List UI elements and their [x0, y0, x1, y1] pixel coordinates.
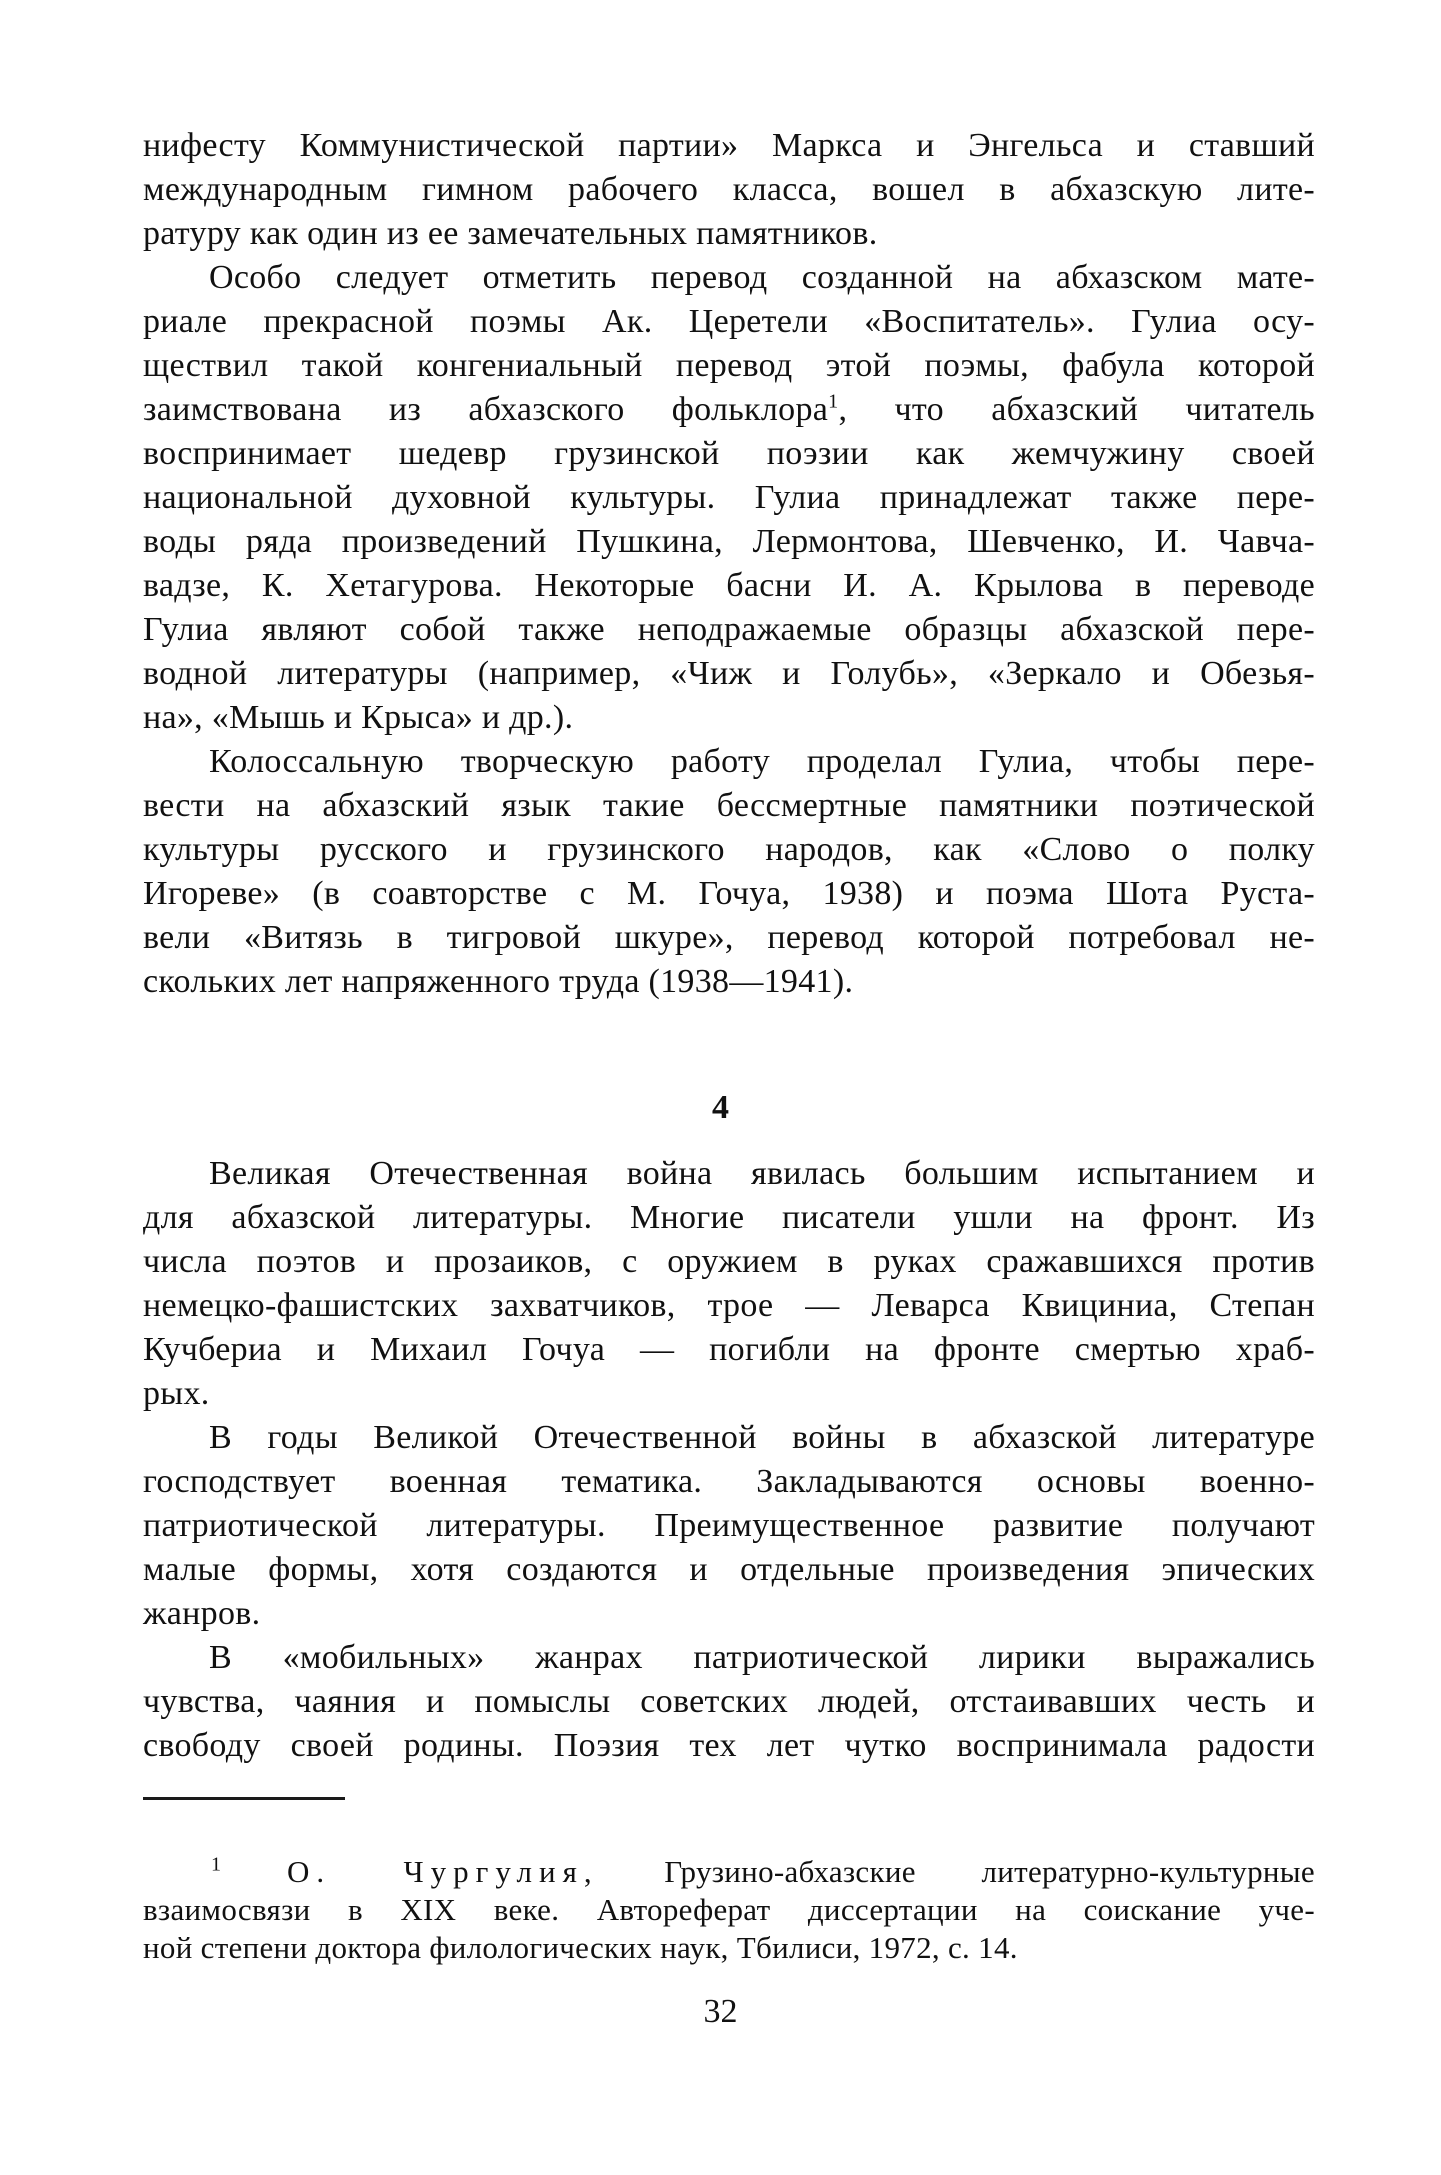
text-line: немецко-фашистских захватчиков, трое — Леварса Квициниа, Степан: [143, 1287, 1315, 1324]
text-line: патриотической литературы. Преимущественное развитие получают: [143, 1507, 1315, 1544]
text-line: чувства, чаяния и помыслы советских людей, отстаивавших честь и: [143, 1683, 1315, 1720]
paragraph-first-line: Великая Отечественная война явилась большим испытанием и: [209, 1155, 1315, 1192]
footnote-title: Грузино-абхазские литературно-культурные: [664, 1854, 1315, 1889]
footnote-author: О. Чургулия,: [287, 1854, 599, 1889]
text-line-with-footnote-ref: [143, 388, 1315, 432]
text-line: риале прекрасной поэмы Ак. Церетели «Воспитатель». Гулиа осу-: [143, 303, 1315, 340]
footnote-line: ной степени доктора филологических наук, Тбилиси, 1972, с. 14.: [143, 1930, 1018, 1965]
text-line: на», «Мышь и Крыса» и др.).: [143, 699, 574, 736]
footnote-first-line: [143, 1853, 1315, 1891]
text-line: водной литературы (например, «Чиж и Голубь», «Зеркало и Обезья-: [143, 655, 1315, 692]
text-line: вести на абхазский язык такие бессмертные памятники поэтической: [143, 787, 1315, 824]
text-line: национальной духовной культуры. Гулиа принадлежат также пере-: [143, 479, 1315, 516]
text-fragment: заимствована из абхазского фольклора: [143, 391, 829, 428]
text-line: для абхазской литературы. Многие писатели ушли на фронт. Из: [143, 1199, 1315, 1236]
text-line: рых.: [143, 1375, 210, 1412]
text-line: Игореве» (в соавторстве с М. Гочуа, 1938) и поэма Шота Руста-: [143, 875, 1315, 912]
text-line: воды ряда произведений Пушкина, Лермонтова, Шевченко, И. Чавча-: [143, 523, 1315, 560]
text-line: числа поэтов и прозаиков, с оружием в руках сражавшихся против: [143, 1243, 1315, 1280]
text-block-upper: [143, 124, 1315, 1004]
footnote-marker: 1: [211, 1853, 222, 1876]
text-line: нифесту Коммунистической партии» Маркса и Энгельса и ставший: [143, 127, 1315, 164]
paragraph-first-line: В «мобильных» жанрах патриотической лирики выражались: [209, 1639, 1315, 1676]
text-line: малые формы, хотя создаются и отдельные произведения эпических: [143, 1551, 1315, 1588]
paragraph-first-line: В годы Великой Отечественной войны в абхазской литературе: [209, 1419, 1315, 1456]
text-line: Кучбериа и Михаил Гочуа — погибли на фронте смертью храб-: [143, 1331, 1315, 1368]
text-line: Гулиа являют собой также неподражаемые образцы абхазской пере-: [143, 611, 1315, 648]
text-line: культуры русского и грузинского народов, как «Слово о полку: [143, 831, 1315, 868]
footnote: [143, 1853, 1315, 1967]
text-line: господствует военная тематика. Закладываются основы военно-: [143, 1463, 1315, 1500]
paragraph-first-line: Колоссальную творческую работу проделал Гулиа, чтобы пере-: [209, 743, 1315, 780]
text-line: жанров.: [143, 1595, 261, 1632]
text-line: скольких лет напряженного труда (1938—1941).: [143, 963, 854, 1000]
paragraph-first-line: Особо следует отметить перевод созданной на абхазском мате-: [209, 259, 1315, 296]
text-line: свободу своей родины. Поэзия тех лет чутко воспринимала радости: [143, 1727, 1315, 1764]
page-number: 32: [703, 1993, 738, 2030]
text-line: вели «Витязь в тигровой шкуре», перевод которой потребовал не-: [143, 919, 1315, 956]
text-fragment: , что абхазский читатель: [838, 391, 1315, 428]
text-line: воспринимает шедевр грузинской поэзии как жемчужину своей: [143, 435, 1315, 472]
text-line: международным гимном рабочего класса, вошел в абхазскую лите-: [143, 171, 1315, 208]
footnote-line: взаимосвязи в XIX веке. Автореферат диссертации на соискание уче-: [143, 1892, 1315, 1927]
footnote-separator: [143, 1797, 345, 1800]
footnote-reference[interactable]: 1: [828, 390, 839, 413]
section-number: 4: [712, 1089, 729, 1126]
text-block-lower: [143, 1152, 1315, 1768]
text-line: ществил такой конгениальный перевод этой поэмы, фабула которой: [143, 347, 1315, 384]
text-line: вадзе, К. Хетагурова. Некоторые басни И. А. Крылова в переводе: [143, 567, 1315, 604]
text-line: ратуру как один из ее замечательных памятников.: [143, 215, 878, 252]
